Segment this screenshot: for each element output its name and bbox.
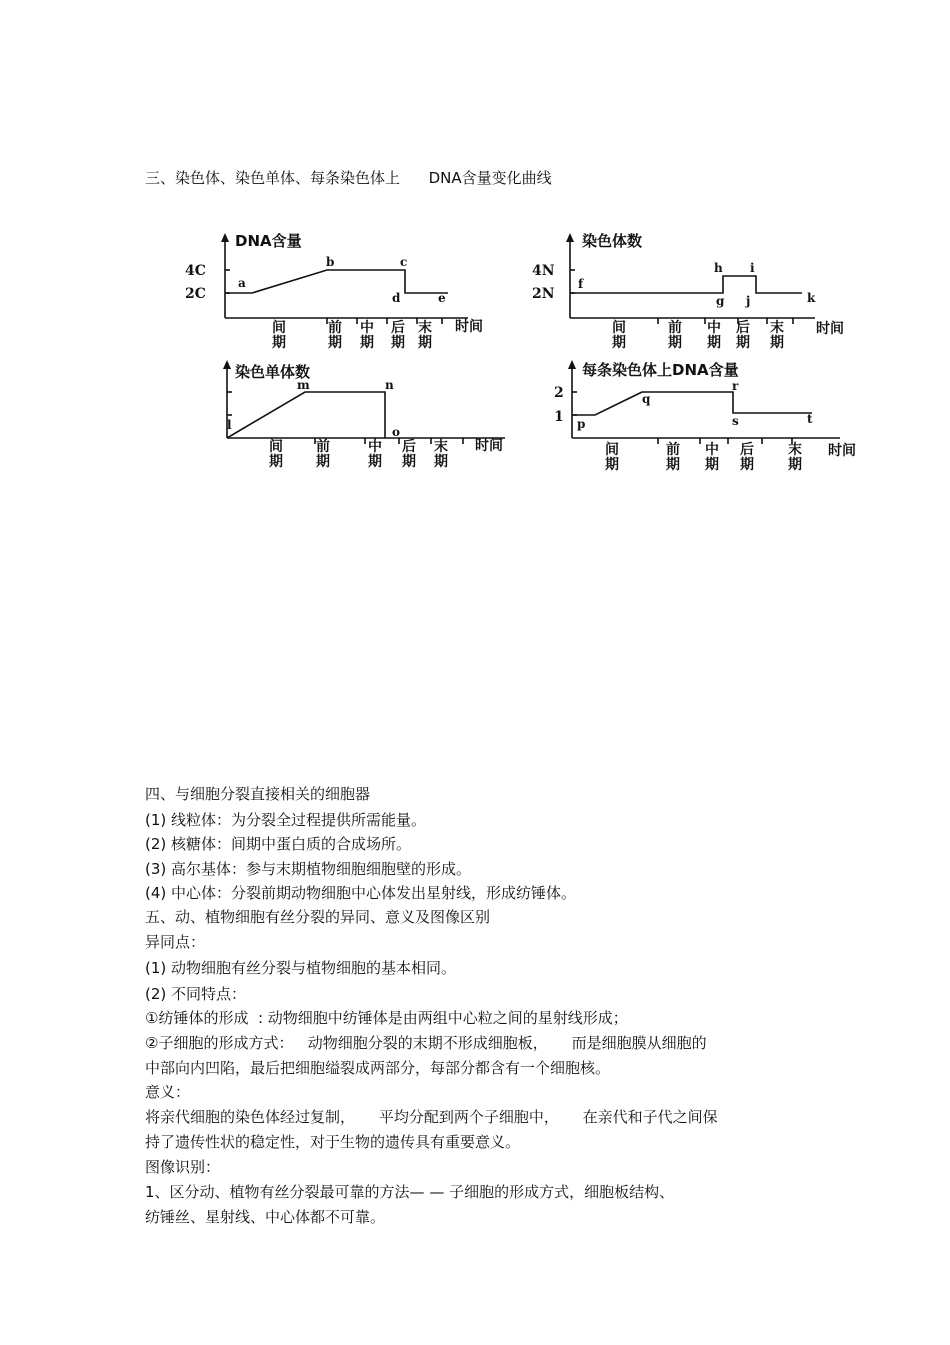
phase-label: 间 xyxy=(612,320,626,336)
point-label: h xyxy=(714,261,723,275)
chart-title: DNA含量 xyxy=(235,232,302,250)
data-line xyxy=(225,270,448,293)
y-tick-label: 4C xyxy=(185,263,206,279)
y-tick-label: 2N xyxy=(532,286,555,302)
y-tick-labels xyxy=(554,385,564,425)
chart-chromosome-number xyxy=(530,225,875,365)
phase-label: 期 xyxy=(360,335,374,351)
text-line: 1、区分动、植物有丝分裂最可靠的方法— — 子细胞的形成方式，细胞板结构、 xyxy=(145,1183,675,1201)
phase-label: 间 xyxy=(272,320,286,336)
phase-labels xyxy=(269,438,448,470)
text-line: (4) 中心体：分裂前期动物细胞中心体发出星射线，形成纺锤体。 xyxy=(145,884,577,902)
phase-label: 期 xyxy=(707,335,721,351)
y-tick-labels xyxy=(532,263,555,302)
point-label: j xyxy=(746,294,751,308)
phase-label: 期 xyxy=(316,454,330,470)
point-labels xyxy=(577,379,813,431)
phase-label: 期 xyxy=(705,457,719,473)
point-label: m xyxy=(297,378,310,392)
point-labels xyxy=(578,261,816,308)
phase-label: 间 xyxy=(269,439,283,455)
y-tick-labels xyxy=(185,263,206,302)
text-line: ②子细胞的形成方式： 动物细胞分裂的末期不形成细胞板， 而是细胞膜从细胞的 xyxy=(145,1034,707,1052)
section4-heading: 四、与细胞分裂直接相关的细胞器 xyxy=(145,785,371,803)
phase-label: 期 xyxy=(605,457,619,473)
point-label: n xyxy=(385,378,394,392)
chart-chromatid-number xyxy=(215,355,535,475)
phase-labels xyxy=(272,319,432,351)
point-label: p xyxy=(577,417,586,431)
text-line: (1) 动物细胞有丝分裂与植物细胞的基本相同。 xyxy=(145,959,457,977)
data-line xyxy=(570,276,802,293)
chart-dna-content xyxy=(180,225,510,365)
text-line: 持了遗传性状的稳定性，对于生物的遗传具有重要意义。 xyxy=(145,1133,521,1151)
phase-label: 末 xyxy=(788,442,802,458)
point-label: t xyxy=(807,412,813,426)
point-label: k xyxy=(807,291,816,305)
phase-label: 期 xyxy=(770,335,784,351)
text-line: (3) 高尔基体：参与末期植物细胞细胞壁的形成。 xyxy=(145,860,472,878)
chart-title: 染色单体数 xyxy=(235,363,311,381)
x-axis-label: 时间 xyxy=(816,321,844,337)
point-label: r xyxy=(732,379,739,393)
phase-label: 期 xyxy=(434,454,448,470)
point-label: o xyxy=(392,425,401,439)
text-line: 将亲代细胞的染色体经过复制， 平均分配到两个子细胞中， 在亲代和子代之间保 xyxy=(145,1108,718,1126)
chart-title: 染色体数 xyxy=(582,232,643,250)
point-labels xyxy=(238,255,446,305)
phase-label: 期 xyxy=(391,335,405,351)
phase-label: 间 xyxy=(605,442,619,458)
point-label: c xyxy=(400,255,408,269)
phase-label: 期 xyxy=(666,457,680,473)
phase-label: 期 xyxy=(736,335,750,351)
phase-label: 期 xyxy=(328,335,342,351)
phase-label: 后 xyxy=(736,320,750,336)
phase-label: 期 xyxy=(368,454,382,470)
text-line: 异同点： xyxy=(145,933,206,951)
phase-label: 期 xyxy=(402,454,416,470)
text-line: 中部向内凹陷，最后把细胞缢裂成两部分，每部分都含有一个细胞核。 xyxy=(145,1059,611,1077)
phase-label: 期 xyxy=(668,335,682,351)
x-axis-label: 时间 xyxy=(828,443,856,459)
phase-label: 中 xyxy=(360,320,374,336)
phase-label: 前 xyxy=(328,320,342,336)
point-label: g xyxy=(716,294,725,308)
y-tick-label: 2 xyxy=(554,385,564,401)
phase-label: 末 xyxy=(434,439,448,455)
phase-label: 期 xyxy=(418,335,432,351)
phase-label: 期 xyxy=(740,457,754,473)
point-label: s xyxy=(732,414,739,428)
text-line: ①纺锤体的形成 : 动物细胞中纺锤体是由两组中心粒之间的星射线形成； xyxy=(145,1009,628,1027)
y-tick-label: 1 xyxy=(554,409,564,425)
phase-label: 末 xyxy=(770,320,784,336)
phase-label: 期 xyxy=(612,335,626,351)
phase-label: 中 xyxy=(368,439,382,455)
data-line xyxy=(572,392,812,415)
point-label: q xyxy=(642,392,651,406)
chart-dna-per-chromosome xyxy=(550,355,880,475)
y-tick-label: 2C xyxy=(185,286,206,302)
data-line xyxy=(227,392,385,438)
phase-label: 末 xyxy=(418,320,432,336)
text-line: (2) 不同特点： xyxy=(145,985,247,1003)
y-tick-label: 4N xyxy=(532,263,555,279)
text-line: (1) 线粒体：为分裂全过程提供所需能量。 xyxy=(145,811,427,829)
phase-label: 后 xyxy=(391,320,405,336)
phase-label: 中 xyxy=(705,442,719,458)
chart-title: 每条染色体上DNA含量 xyxy=(582,361,739,379)
point-label: l xyxy=(227,418,232,432)
text-line: (2) 核糖体：间期中蛋白质的合成场所。 xyxy=(145,835,412,853)
section5-heading: 五、动、植物细胞有丝分裂的异同、意义及图像区别 xyxy=(145,908,491,926)
phase-label: 前 xyxy=(668,320,682,336)
point-labels xyxy=(227,378,400,439)
point-label: f xyxy=(578,277,584,291)
text-line: 纺锤丝、星射线、中心体都不可靠。 xyxy=(145,1208,386,1226)
point-label: i xyxy=(750,261,755,275)
phase-label: 前 xyxy=(666,442,680,458)
point-label: a xyxy=(238,276,246,290)
phase-label: 期 xyxy=(788,457,802,473)
phase-label: 中 xyxy=(707,320,721,336)
point-label: e xyxy=(438,291,446,305)
section3-heading: 三、染色体、染色单体、每条染色体上 DNA含量变化曲线 xyxy=(145,169,552,187)
phase-labels xyxy=(605,441,802,473)
phase-label: 期 xyxy=(269,454,283,470)
phase-label: 后 xyxy=(402,439,416,455)
x-axis-label: 时间 xyxy=(475,438,503,454)
phase-label: 后 xyxy=(740,442,754,458)
phase-label: 期 xyxy=(272,335,286,351)
text-line: 意义： xyxy=(145,1083,191,1101)
point-label: d xyxy=(392,291,401,305)
point-label: b xyxy=(326,255,335,269)
phase-label: 前 xyxy=(316,439,330,455)
x-axis-label: 时间 xyxy=(455,319,483,335)
phase-labels xyxy=(612,319,784,351)
text-line: 图像识别： xyxy=(145,1158,221,1176)
